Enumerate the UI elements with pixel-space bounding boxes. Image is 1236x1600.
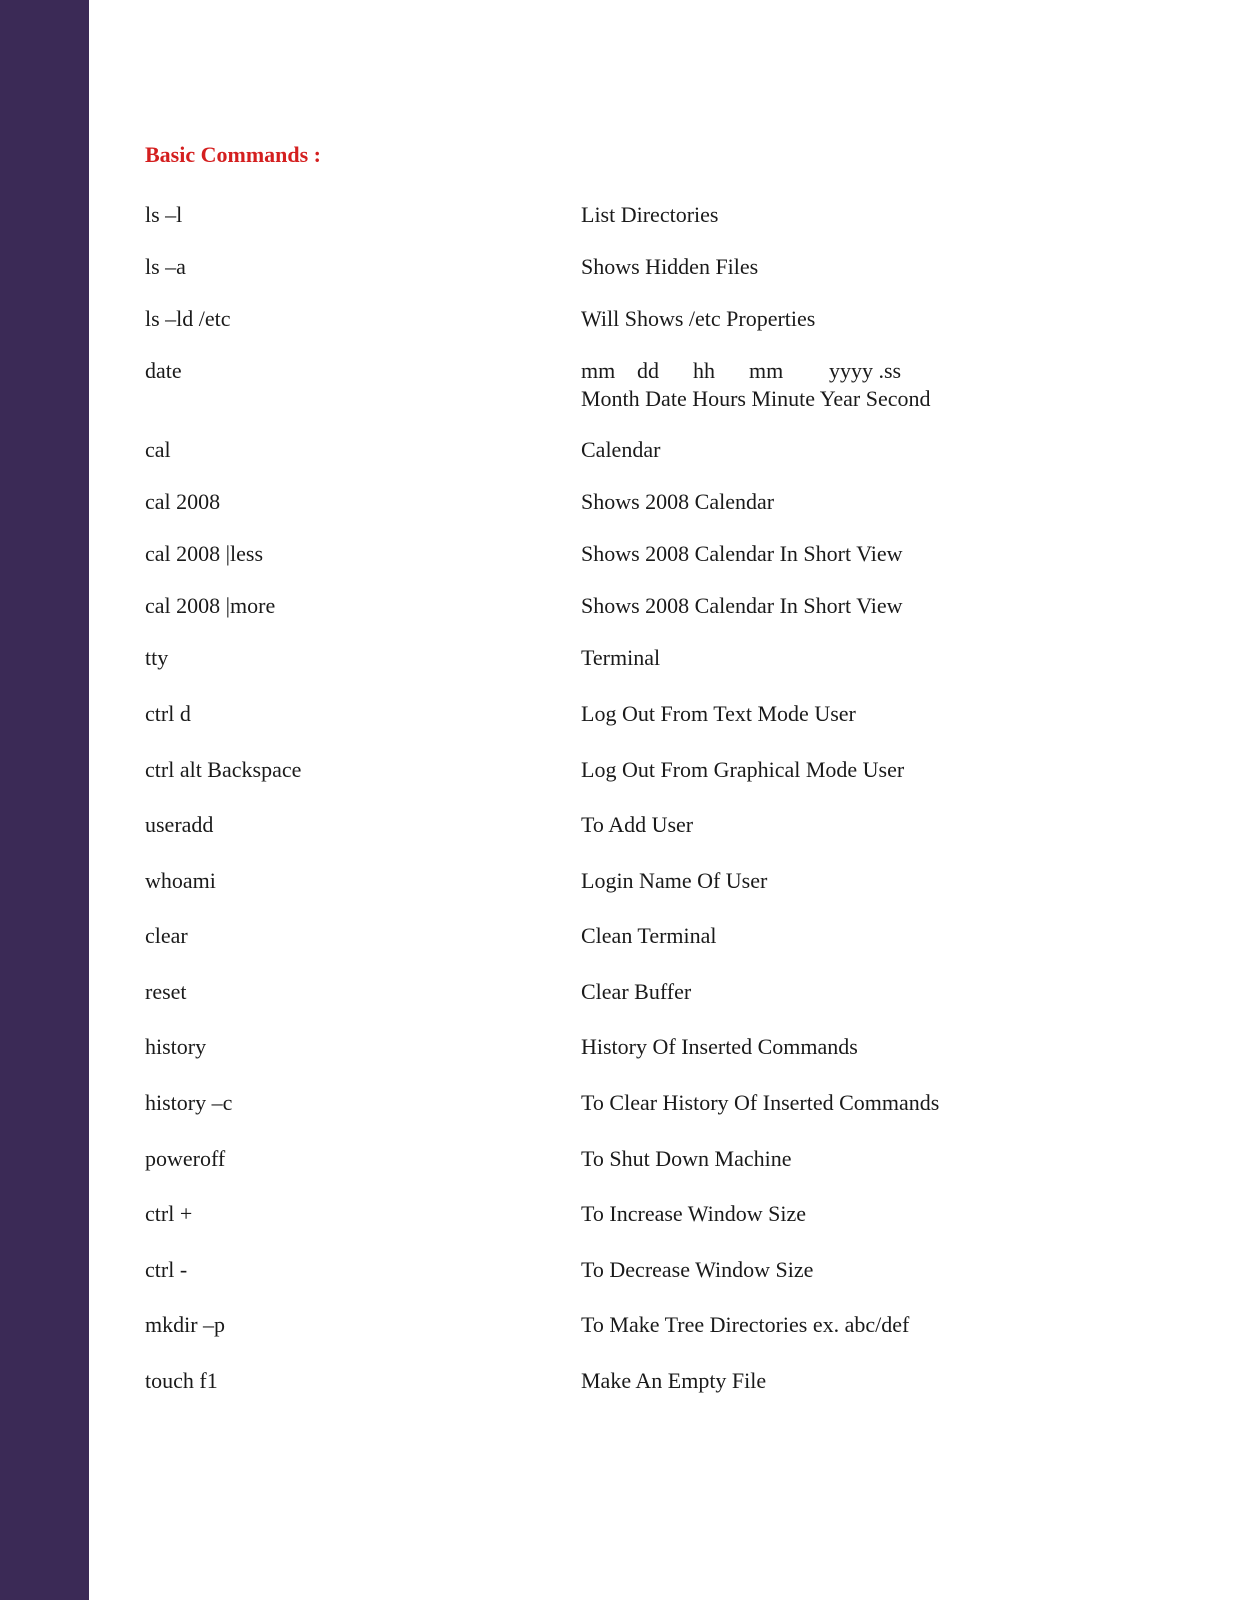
- command-row: [0, 644, 1236, 684]
- command-name: cal 2008 |more: [145, 593, 276, 618]
- command-name: ls –ld /etc: [145, 306, 231, 331]
- command-row: [0, 305, 1236, 345]
- command-name: cal: [145, 437, 171, 462]
- command-description: To Add User: [581, 812, 694, 837]
- date-token: mm: [749, 358, 784, 383]
- command-row: [0, 1367, 1236, 1407]
- command-description: To Decrease Window Size: [581, 1257, 814, 1282]
- command-name: date: [145, 358, 182, 383]
- command-name: clear: [145, 923, 188, 948]
- command-row: [0, 540, 1236, 580]
- command-row: [0, 867, 1236, 907]
- command-name: history: [145, 1034, 207, 1059]
- command-description: To Shut Down Machine: [581, 1146, 792, 1171]
- command-name: mkdir –p: [145, 1312, 226, 1337]
- command-name: poweroff: [145, 1146, 226, 1171]
- command-row: [0, 253, 1236, 293]
- command-row: [0, 700, 1236, 740]
- date-format-tokens: [581, 357, 931, 385]
- command-description: Log Out From Graphical Mode User: [581, 757, 905, 782]
- date-token: mm: [581, 358, 616, 383]
- command-description: Calendar: [581, 437, 661, 462]
- command-description: Shows Hidden Files: [581, 254, 759, 279]
- command-description: Log Out From Text Mode User: [581, 701, 856, 726]
- command-name: reset: [145, 979, 187, 1004]
- date-token: dd: [637, 358, 659, 383]
- command-description: Shows 2008 Calendar In Short View: [581, 593, 903, 618]
- command-row: [0, 488, 1236, 528]
- command-name: cal 2008: [145, 489, 221, 514]
- command-row: [0, 1311, 1236, 1351]
- command-row: [0, 978, 1236, 1018]
- command-description: Shows 2008 Calendar In Short View: [581, 541, 903, 566]
- command-name: ls –a: [145, 254, 186, 279]
- command-description: To Increase Window Size: [581, 1201, 807, 1226]
- date-format-legend: Month Date Hours Minute Year Second: [581, 386, 931, 411]
- command-description: Shows 2008 Calendar: [581, 489, 775, 514]
- command-name: ls –l: [145, 202, 183, 227]
- command-description: Will Shows /etc Properties: [581, 306, 816, 331]
- command-name: ctrl alt Backspace: [145, 757, 302, 782]
- command-row: [0, 436, 1236, 476]
- command-name: useradd: [145, 812, 214, 837]
- command-name: ctrl +: [145, 1201, 193, 1226]
- command-name: cal 2008 |less: [145, 541, 264, 566]
- command-row: [0, 357, 1236, 427]
- command-row: [0, 1089, 1236, 1129]
- section-title: Basic Commands :: [145, 142, 322, 167]
- command-row: [0, 1200, 1236, 1240]
- command-description: Make An Empty File: [581, 1368, 767, 1393]
- command-row: [0, 922, 1236, 962]
- command-row: [0, 811, 1236, 851]
- command-name: history –c: [145, 1090, 233, 1115]
- command-name: ctrl -: [145, 1257, 188, 1282]
- command-name: ctrl d: [145, 701, 191, 726]
- date-token: yyyy .ss: [829, 358, 902, 383]
- command-description: Clean Terminal: [581, 923, 717, 948]
- command-name: touch f1: [145, 1368, 218, 1393]
- command-row: [0, 1145, 1236, 1185]
- command-row: [0, 592, 1236, 632]
- command-row: [0, 201, 1236, 241]
- command-description: Terminal: [581, 645, 661, 670]
- command-row: [0, 1033, 1236, 1073]
- command-row: [0, 756, 1236, 796]
- command-name: tty: [145, 645, 169, 670]
- command-description: History Of Inserted Commands: [581, 1034, 858, 1059]
- command-description: Clear Buffer: [581, 979, 692, 1004]
- date-token: hh: [693, 358, 715, 383]
- command-row: [0, 1256, 1236, 1296]
- command-description: List Directories: [581, 202, 719, 227]
- command-description: To Make Tree Directories ex. abc/def: [581, 1312, 910, 1337]
- command-description: Login Name Of User: [581, 868, 768, 893]
- command-name: whoami: [145, 868, 216, 893]
- command-description: [581, 357, 931, 413]
- command-description: To Clear History Of Inserted Commands: [581, 1090, 940, 1115]
